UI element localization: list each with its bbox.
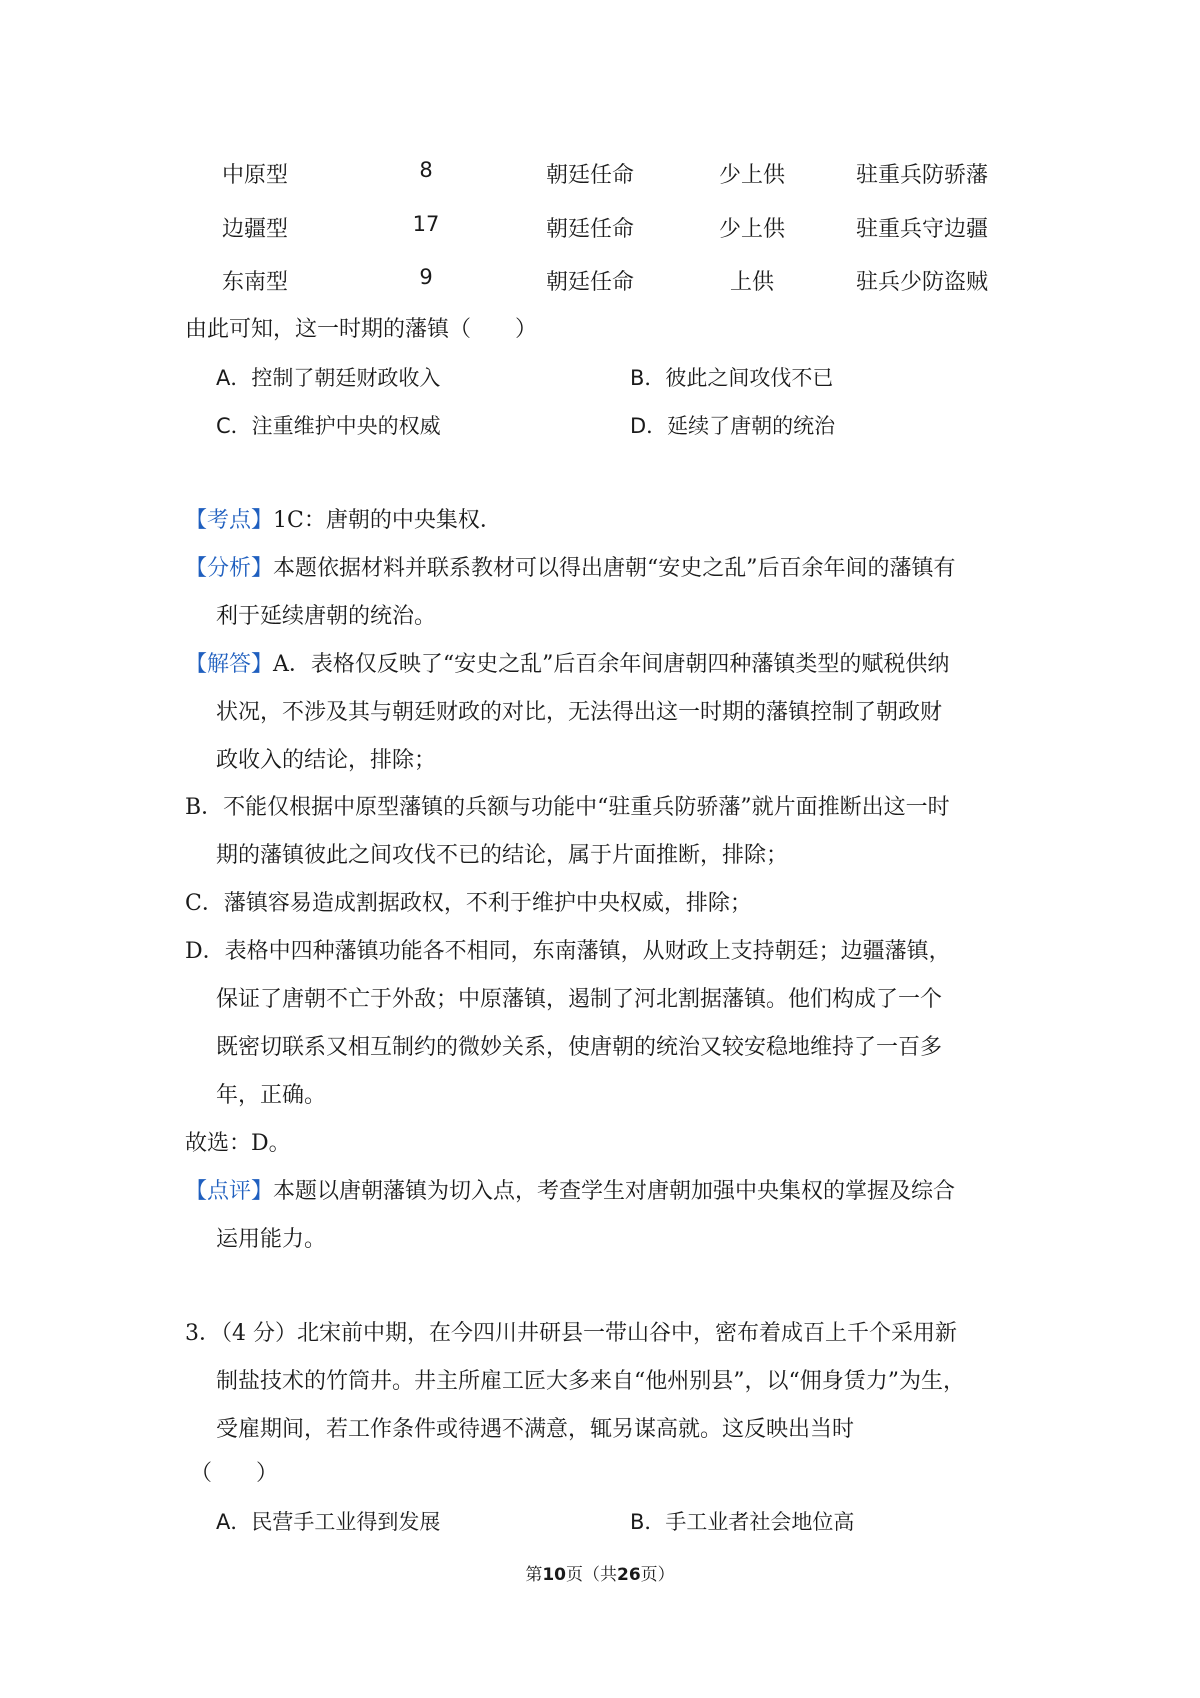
cell-tax: 上供 [729,270,774,295]
option-b: B．彼此之间攻伐不已 [630,366,834,390]
q3-line-1: 3．（4 分）北宋前中期，在今四川井研县一带山谷中，密布着成百上千个采用新 [185,1321,957,1346]
q3-line-3: 受雇期间，若工作条件或待遇不满意，辄另谋高就。这反映出当时 [216,1417,855,1442]
explain-d-line-1: D．表格中四种藩镇功能各不相同，东南藩镇，从财政上支持朝廷；边疆藩镇， [185,939,951,964]
dianping-line [185,1176,1030,1208]
cell-count: 9 [419,265,433,289]
jieda-line [185,649,1030,681]
cell-type: 东南型 [222,270,289,295]
page-footer [0,1560,1200,1585]
table-row [0,265,1200,305]
explain-d-line-4: 年，正确。 [216,1083,327,1108]
kaodian-line [185,505,1030,537]
table-row [0,158,1200,198]
cell-function: 驻兵少防盗贼 [856,270,989,295]
table-row [0,212,1200,252]
explain-b-line-1: B．不能仅根据中原型藩镇的兵额与功能中“驻重兵防骄藩”就片面推断出这一时 [185,795,950,820]
footer-total-pages: 26 [617,1565,641,1585]
cell-function: 驻重兵防骄藩 [856,163,989,188]
kaodian-text: 1C：唐朝的中央集权． [273,508,502,533]
fenxi-line [185,553,1030,585]
q3-line-2: 制盐技术的竹筒井。井主所雇工匠大多来自“他州别县”，以“佣身赁力”为生， [216,1369,965,1394]
dianping-text: 本题以唐朝藩镇为切入点，考查学生对唐朝加强中央集权的掌握及综合 [273,1179,956,1204]
footer-middle: 页（共 [566,1565,617,1585]
option-c: C．注重维护中央的权威 [216,414,441,438]
fenxi-text: 本题依据材料并联系教材可以得出唐朝“安史之乱”后百余年间的藩镇有 [273,556,956,581]
question-stem: 由此可知，这一时期的藩镇（ ） [185,317,538,342]
explain-c-line-1: C．藩镇容易造成割据政权，不利于维护中央权威，排除； [185,891,752,916]
explain-d-line-2: 保证了唐朝不亡于外敌；中原藩镇，遏制了河北割据藩镇。他们构成了一个 [216,987,943,1012]
q3-option-b: B．手工业者社会地位高 [630,1510,855,1534]
cell-appoint: 朝廷任命 [546,217,635,242]
fenxi-tag: 【分析】 [185,556,274,581]
cell-type: 边疆型 [222,217,289,242]
explain-b-line-2: 期的藩镇彼此之间攻伐不已的结论，属于片面推断，排除； [216,843,789,868]
dianping-tag: 【点评】 [185,1179,274,1204]
option-d: D．延续了唐朝的统治 [630,414,836,438]
option-a: A．控制了朝廷财政收入 [216,366,441,390]
fenxi-line-2: 利于延续唐朝的统治。 [216,604,437,629]
cell-count: 17 [412,212,440,236]
explain-d-line-3: 既密切联系又相互制约的微妙关系，使唐朝的统治又较安稳地维持了一百多 [216,1035,943,1060]
cell-tax: 少上供 [718,217,785,242]
footer-prefix: 第 [525,1565,543,1585]
q3-option-a: A．民营手工业得到发展 [216,1510,441,1534]
footer-suffix: 页） [640,1565,675,1585]
dianping-line-2: 运用能力。 [216,1227,327,1252]
jieda-line-3: 政收入的结论，排除； [216,748,437,773]
footer-page-number: 10 [542,1565,566,1585]
jieda-line-2: 状况，不涉及其与朝廷财政的对比，无法得出这一时期的藩镇控制了朝政财 [216,700,943,725]
cell-appoint: 朝廷任命 [546,270,635,295]
cell-type: 中原型 [222,163,289,188]
cell-appoint: 朝廷任命 [546,163,635,188]
answer-line: 故选：D。 [185,1131,291,1156]
jieda-text: A．表格仅反映了“安史之乱”后百余年间唐朝四种藩镇类型的赋税供纳 [273,652,950,677]
kaodian-tag: 【考点】 [185,508,274,533]
jieda-tag: 【解答】 [185,652,274,677]
cell-function: 驻重兵守边疆 [856,217,989,242]
cell-count: 8 [419,158,433,182]
cell-tax: 少上供 [718,163,785,188]
q3-line-4: （ ） [190,1461,279,1486]
